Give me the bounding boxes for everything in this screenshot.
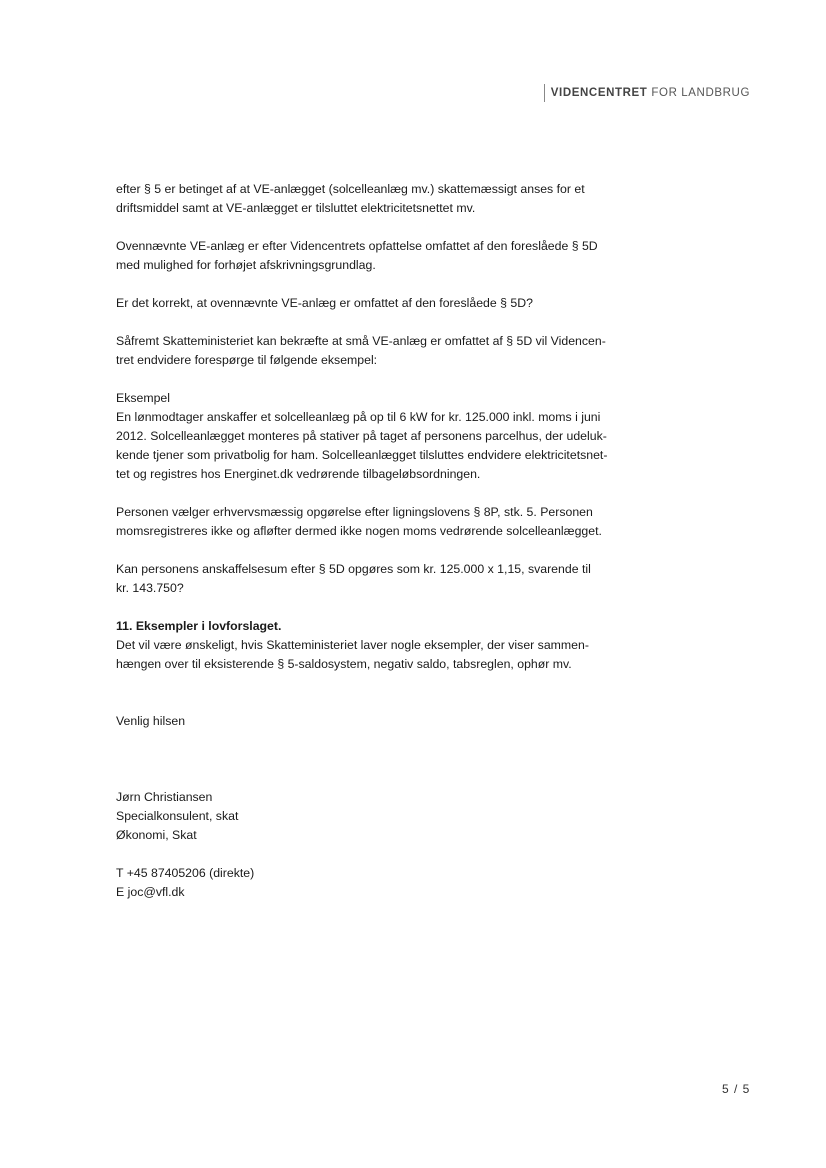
closing-greeting: Venlig hilsen — [116, 714, 186, 728]
paragraph-line: driftsmiddel samt at VE-anlægget er tilsluttet elektricitetsnettet mv. — [116, 201, 476, 215]
signer-title: Specialkonsulent, skat — [116, 809, 239, 823]
section-heading: 11. Eksempler i lovforslaget. — [116, 619, 282, 633]
paragraph-line: momsregistreres ikke og afløfter dermed ikke nogen moms vedrørende solcelleanlægget. — [116, 524, 602, 538]
paragraph-line: Personen vælger erhvervsmæssig opgørelse efter ligningslovens § 8P, stk. 5. Personen — [116, 505, 593, 519]
question-line: Er det korrekt, at ovennævnte VE-anlæg er omfattet af den foreslåede § 5D? — [116, 296, 533, 310]
signer-name: Jørn Christiansen — [116, 790, 213, 804]
letterhead — [544, 84, 750, 102]
paragraph-line: En lønmodtager anskaffer et solcelleanlæg på op til 6 kW for kr. 125.000 inkl. moms i juni — [116, 410, 601, 424]
paragraph-line: Kan personens anskaffelsesum efter § 5D opgøres som kr. 125.000 x 1,15, svarende til — [116, 562, 591, 576]
paragraph-line: med mulighed for forhøjet afskrivningsgrundlag. — [116, 258, 376, 272]
contact-phone: T +45 87405206 (direkte) — [116, 866, 255, 880]
org-name-bold: VIDENCENTRET — [550, 87, 648, 99]
paragraph-line: hængen over til eksisterende § 5-saldosystem, negativ saldo, tabsreglen, ophør mv. — [116, 657, 572, 671]
paragraph-line: kende tjener som privatbolig for ham. Solcelleanlægget tilsluttes endvidere elektricitetsnet- — [116, 448, 608, 462]
contact-email: E joc@vfl.dk — [116, 885, 185, 899]
paragraph-line: Ovennævnte VE-anlæg er efter Videncentrets opfattelse omfattet af den foreslåede § 5D — [116, 239, 598, 253]
letterhead-divider — [544, 84, 545, 102]
paragraph-line: tet og registres hos Energinet.dk vedrørende tilbageløbsordningen. — [116, 467, 481, 481]
paragraph-line: kr. 143.750? — [116, 581, 184, 595]
org-name-rest: FOR LANDBRUG — [651, 87, 750, 99]
example-title: Eksempel — [116, 391, 170, 405]
paragraph-line: 2012. Solcelleanlægget monteres på stativer på taget af personens parcelhus, der udeluk- — [116, 429, 607, 443]
paragraph-line: Det vil være ønskeligt, hvis Skatteministeriet laver nogle eksempler, der viser sammen- — [116, 638, 589, 652]
signer-department: Økonomi, Skat — [116, 828, 197, 842]
paragraph-line: efter § 5 er betinget af at VE-anlægget (solcelleanlæg mv.) skattemæssigt anses for et — [116, 182, 585, 196]
paragraph-line: tret endvidere forespørge til følgende eksempel: — [116, 353, 378, 367]
page-number: 5 / 5 — [722, 1082, 751, 1096]
letter-body — [116, 180, 646, 902]
paragraph-line: Såfremt Skatteministeriet kan bekræfte at små VE-anlæg er omfattet af § 5D vil Videncen- — [116, 334, 606, 348]
